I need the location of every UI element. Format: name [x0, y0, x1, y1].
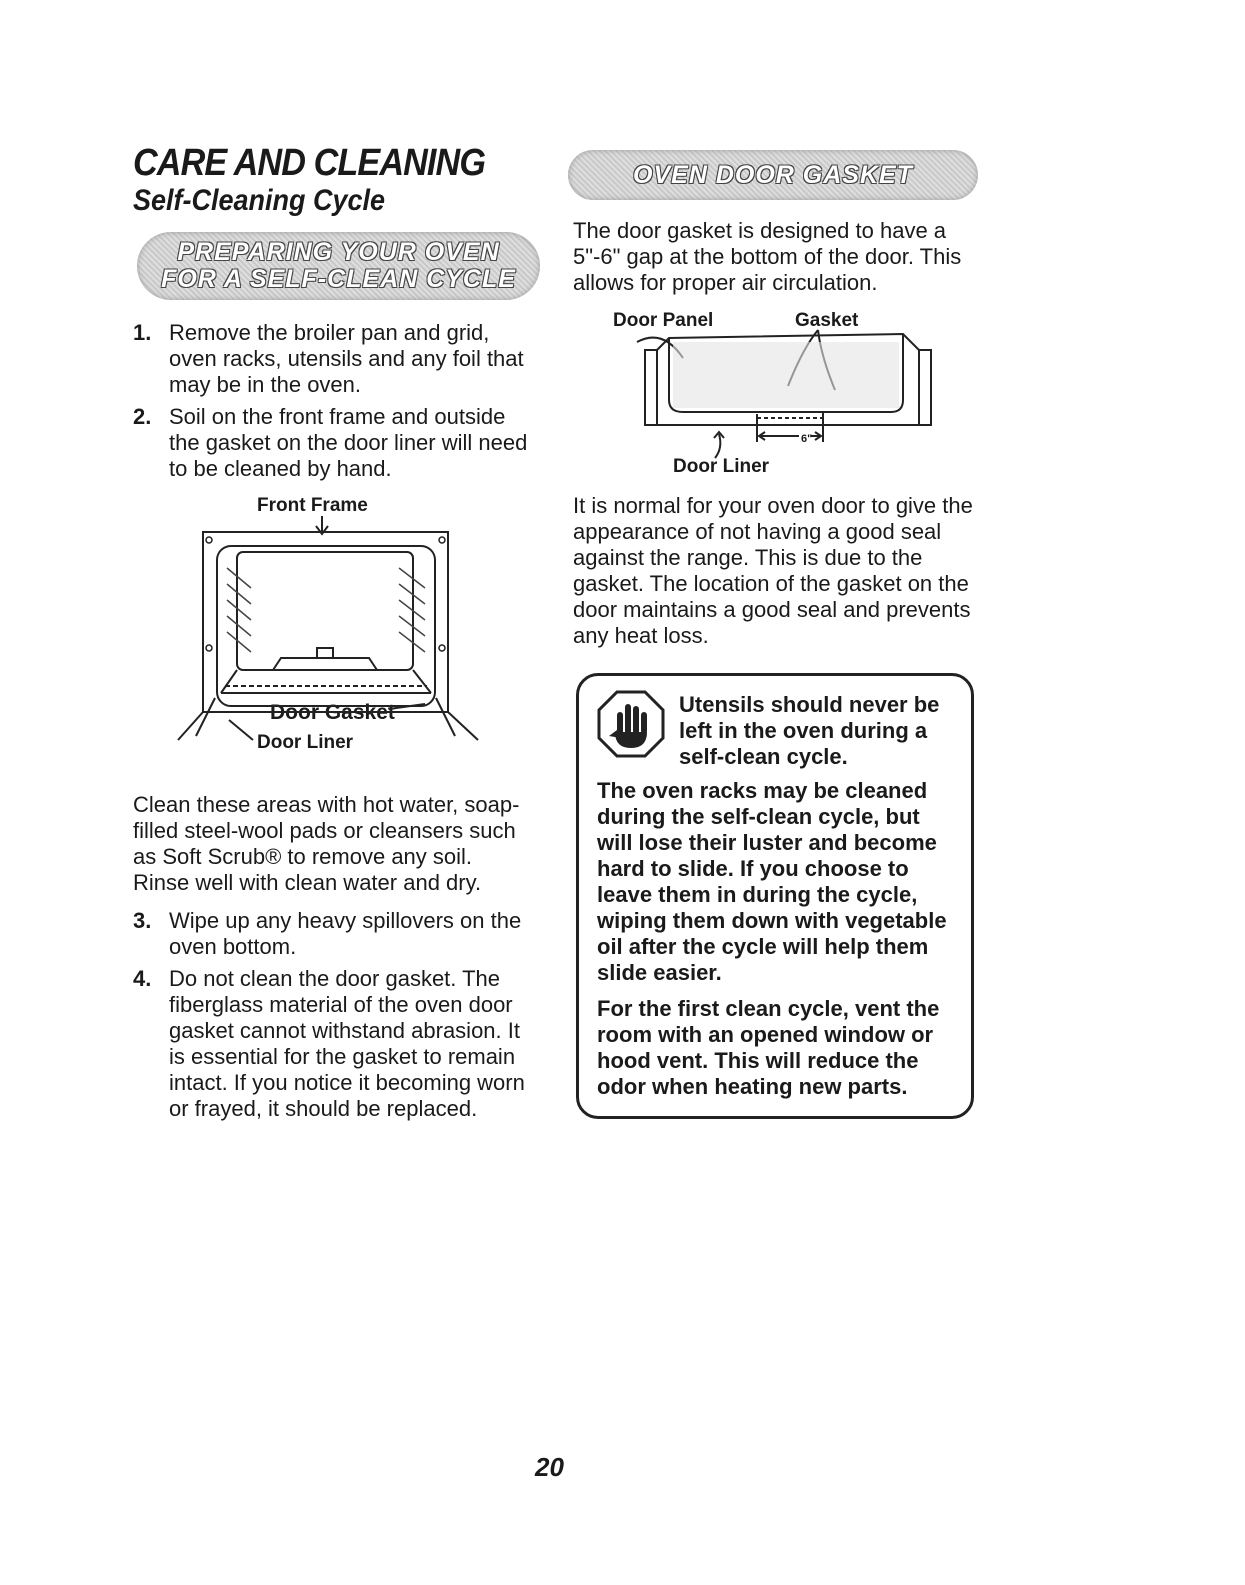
page-number: 20: [535, 1452, 564, 1482]
front-frame-label: Front Frame: [257, 495, 368, 516]
clean-instructions: Clean these areas with hot water, soap-filled steel-wool pads or cleansers such as Soft Scrub® to remove any soil. Rinse well with clean water and dry.: [133, 792, 520, 895]
door-gasket-diagram: [573, 308, 973, 483]
step-text: Soil on the front frame and outside the gasket on the door liner will need to be cleaned by hand.: [169, 404, 528, 481]
gasket-intro: The door gasket is designed to have a 5"-6" gap at the bottom of the door. This allows for proper air circulation.: [573, 218, 962, 295]
gap-label: 6": [801, 433, 813, 445]
oven-illustration: [133, 488, 533, 784]
page-title: CARE AND CLEANING: [133, 142, 486, 184]
step-text: Do not clean the door gasket. The fiberglass material of the oven door gasket cannot withstand abrasion. It is essential for the gasket to remain intact. If you notice it becoming worn or frayed, it should be replaced.: [169, 966, 525, 1121]
oven-front-frame-diagram: [133, 488, 533, 784]
gasket-label: Gasket: [795, 310, 859, 331]
banner-line-2: FOR A SELF-CLEAN CYCLE: [161, 265, 516, 293]
left-column: [133, 320, 533, 1128]
step-4: [133, 966, 533, 1122]
door-liner-label: Door Liner: [257, 732, 354, 753]
hand-warning-icon: [597, 690, 665, 758]
step-number: 2.: [133, 404, 152, 429]
warning-headline: Utensils should never be left in the oven during a self-clean cycle.: [679, 692, 940, 769]
warning-box: [576, 673, 974, 1119]
oven-door-gasket-banner: OVEN DOOR GASKET: [568, 150, 978, 200]
page-subtitle: Self-Cleaning Cycle: [133, 184, 386, 217]
step-1: [133, 320, 533, 398]
right-column: [573, 218, 973, 661]
warning-racks: The oven racks may be cleaned during the self-clean cycle, but will lose their luster and become hard to slide. If you choose to leave them in during the cycle, wiping them down with vegetable oil after the cycle will help them slide easier.: [597, 778, 947, 985]
step-3: [133, 908, 533, 960]
warning-vent: For the first clean cycle, vent the room with an opened window or hood vent. This will reduce the odor when heating new parts.: [597, 996, 940, 1099]
step-number: 3.: [133, 908, 152, 933]
step-number: 4.: [133, 966, 152, 991]
door-panel-label: Door Panel: [613, 310, 714, 331]
step-text: Wipe up any heavy spillovers on the oven bottom.: [169, 908, 522, 959]
banner-line-1: PREPARING YOUR OVEN: [177, 238, 500, 266]
step-text: Remove the broiler pan and grid, oven racks, utensils and any foil that may be in the oven.: [169, 320, 524, 397]
door-liner-label: Door Liner: [673, 456, 770, 477]
step-2: [133, 404, 533, 482]
seal-explanation: It is normal for your oven door to give the appearance of not having a good seal against the range. This is due to the gasket. The location of the gasket on the door maintains a good seal and prevents any heat loss.: [573, 493, 973, 648]
door-cross-section: [573, 308, 973, 483]
door-gasket-label: Door Gasket: [270, 701, 395, 724]
warning-header: [597, 690, 953, 770]
prepare-oven-banner: [137, 232, 540, 300]
step-number: 1.: [133, 320, 152, 345]
